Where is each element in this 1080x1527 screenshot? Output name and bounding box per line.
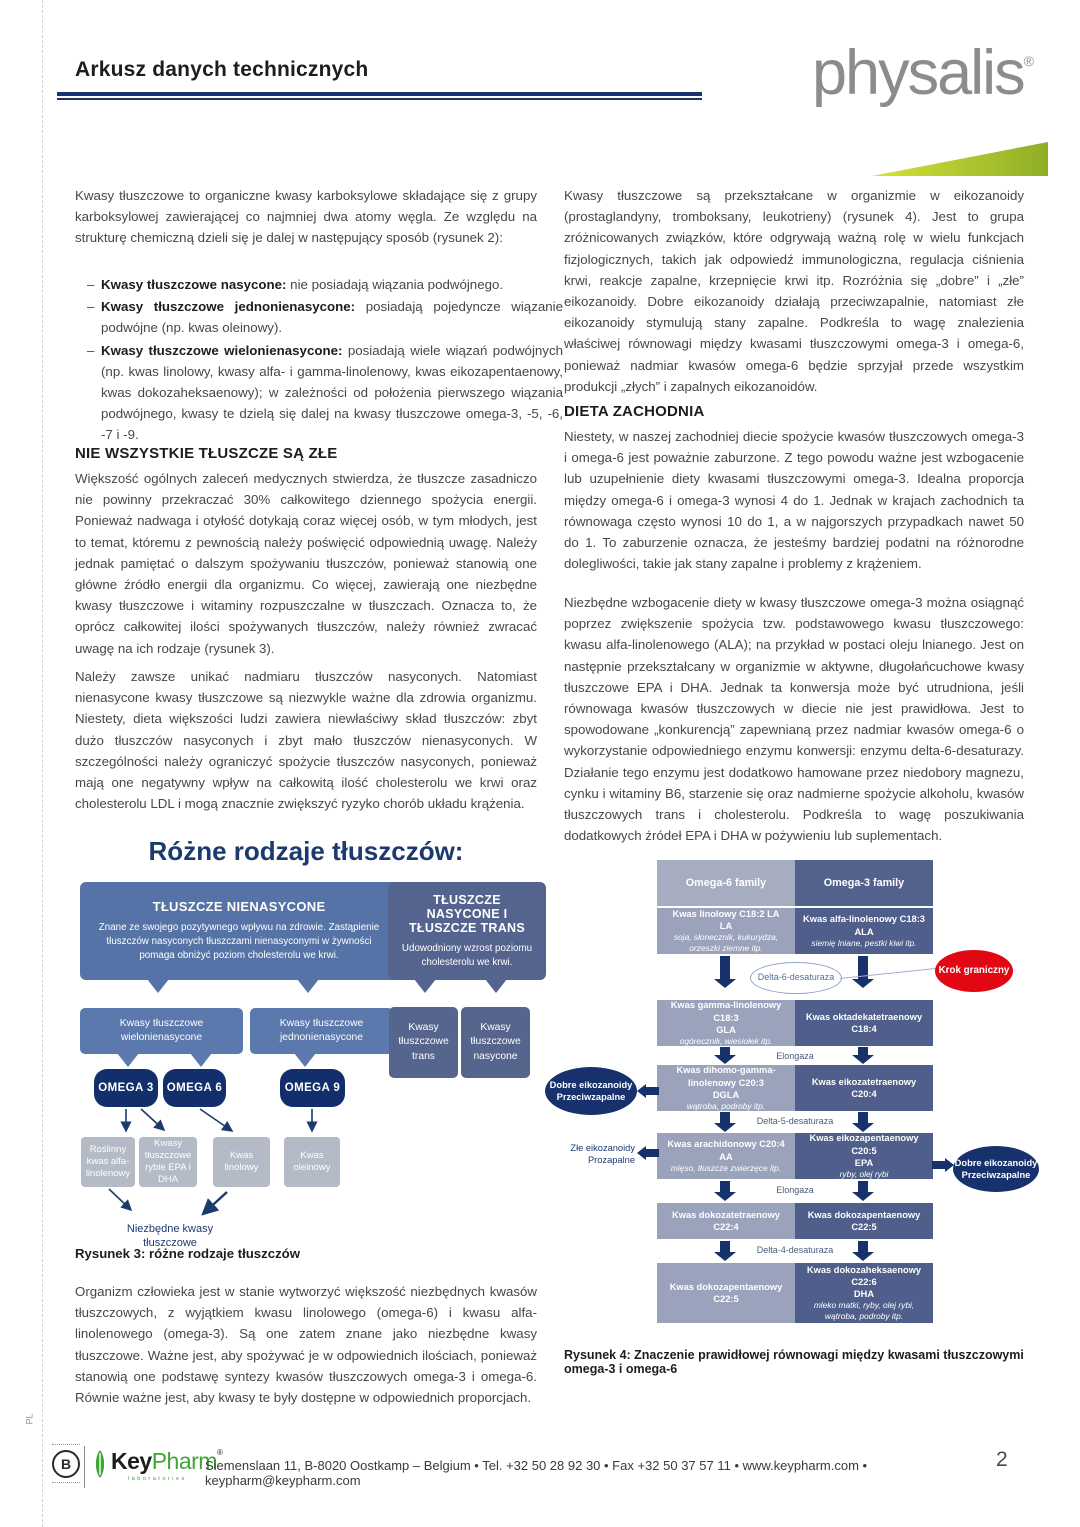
page-number: 2 — [996, 1448, 1008, 1471]
omega6-pill: OMEGA 6 — [163, 1069, 226, 1107]
fatty-acid-row — [657, 1065, 933, 1111]
elongase-label: Elongaza — [776, 1051, 814, 1061]
keypharm-laboratories-text: laboratories — [128, 1476, 187, 1482]
fatty-acid-cell — [795, 1263, 933, 1323]
bubble-tail-icon — [414, 979, 436, 993]
acid-sources: siemię lniane, pestki kiwi itp. — [811, 937, 917, 948]
figure3-arrows — [75, 1100, 375, 1235]
figure3-diagram — [75, 875, 537, 1265]
acid-abbr: ALA — [854, 926, 874, 937]
acid-sources: ryby, olej rybi — [839, 1168, 889, 1179]
fatty-acid-cell — [657, 1203, 795, 1239]
fatty-acid-cell — [795, 1203, 933, 1239]
bubble-tail-icon — [147, 979, 169, 993]
essential-fatty-acids-label: Niezbędne kwasy tłuszczowe — [126, 1223, 214, 1250]
acid-name: Kwas dokozaheksaenowy C22:6 — [806, 1264, 922, 1288]
acid-abbr: AA — [719, 1151, 733, 1162]
registered-icon: ® — [216, 1448, 223, 1457]
footer-divider — [84, 1446, 85, 1488]
acid-name: Kwas eikozatetraenowy C20:4 — [811, 1076, 917, 1099]
acid-sources: ogórecznik, wiesiołek itp. — [679, 1035, 773, 1046]
acid-abbr: DGLA — [712, 1089, 740, 1100]
down-arrow-icon — [852, 956, 874, 988]
label-line: Złe eikozanoidy — [570, 1143, 635, 1153]
fatty-acid-row — [657, 1000, 933, 1046]
list-item-lead: Kwasy tłuszczowe nasycone: — [101, 277, 287, 292]
box-body: Udowodniony wzrost poziomu cholesterolu we krwi. — [401, 942, 533, 968]
fatty-acid-cell — [795, 1000, 933, 1046]
bad-eicosanoids-label — [551, 1142, 635, 1166]
logo-triangle-icon — [872, 138, 1050, 178]
label-line: Prozapalne — [587, 1155, 635, 1166]
acid-abbr: DHA — [853, 1289, 875, 1300]
bcorp-bottom-mark — [52, 1482, 80, 1486]
section-heading-not-all-fats: NIE WSZYSTKIE TŁUSZCZE SĄ ZŁE — [75, 445, 338, 462]
saturated-fats-box — [461, 1007, 530, 1078]
fatty-acid-list — [75, 274, 563, 447]
paragraph: Większość ogólnych zaleceń medycznych stwierdza, że tłuszcze zasadniczo nie powinny przekraczać 30% całkowitego dziennego spożycia energii. Ponieważ nadwaga i otyłość dotykają coraz więcej osób, w tym młodych, jest to temat, któremu z pewnością należy poświęcić odpowiednią uwagę. Należy jednak pamiętać o dalszym spożywaniu tłuszczów, ponieważ stanowią one główne źródło energii dla organizmu. Co więcej, zawierają one niezbędne kwasy tłuszczowe i witaminy rozpuszczalne w tłuszczach. Oznacza to, że oprócz całkowitej ilości spożywanych tłuszczów, należy również zwracać uwagę na ich rodzaje (rysunek 3). — [75, 471, 537, 656]
acid-sources: mięso, tłuszcze zwierzęce itp. — [670, 1162, 782, 1173]
acid-sources: mleko matki, ryby, olej rybi, wątroba, podroby itp. — [813, 1300, 915, 1322]
limiting-step-ellipse: Krok graniczny — [935, 950, 1013, 992]
paragraph: Należy zawsze unikać nadmiaru tłuszczów nasyconych. Natomiast nienasycone kwasy tłuszczowe są niezwykle ważne dla zdrowia organizmu. Niestety, dieta większości ludzi zawiera niewłaściwy skład tłuszczów: zbyt dużo tłuszczów nasyconych i zbyt mało tłuszczów nienasyconych. W szczególności należy ograniczyć spożycie tłuszczów nasyconych, ponieważ mają one negatywny wpływ na całkowitą ilość cholesterolu we krwi oraz cholesterolu LDL i mogą znacznie zwiększyć ryzyko chorób układu krążenia. — [75, 669, 537, 812]
acid-name: Kwas dihomo-gamma-linolenowy C20:3 — [676, 1065, 776, 1088]
ellipse-line: Przeciwzapalne — [556, 1092, 626, 1102]
fatty-acid-cell — [657, 1065, 795, 1111]
header-rule-thick — [57, 92, 702, 96]
fish-epa-dha-box: Kwasy tłuszczowe rybie EPA i DHA — [139, 1137, 197, 1187]
fatty-acid-row — [657, 1133, 933, 1179]
polyunsaturated-box — [80, 1008, 243, 1054]
acid-name: Kwas dokozatetraenowy C22:4 — [672, 1209, 780, 1232]
delta4-desaturase-label: Delta-4-desaturaza — [756, 1245, 834, 1255]
ellipse-line: Dobre eikozanoidy — [549, 1079, 633, 1090]
down-arrow-icon — [714, 956, 736, 988]
family-header-row — [657, 860, 933, 906]
page-title: Arkusz danych technicznych — [75, 58, 369, 81]
acid-name: Kwas alfa-linolenowy C18:3 — [803, 914, 925, 925]
section-heading-western-diet: DIETA ZACHODNIA — [564, 403, 705, 420]
paragraph: Niezbędne wzbogacenie diety w kwasy tłuszczowe omega-3 można osiągnąć poprzez zwiększenie spożycia tzw. podstawowego kwasu tłuszczowego: kwasu alfa-linolenowego (ALA); na przykład w postaci oleju lnianego. Jest on następnie przekształcany w organizmie w aktywne, długołańcuchowe kwasy tłuszczowe EPA i DHA. Jednak ta konwersja może być utrudniona, jeśli równowaga kwasów tłuszczowych w diecie nie jest prawidłowa. Jest to spowodowane „konkurencją” zapewnianą przez nadmiar kwasów omega-6 o wykorzystanie odpowiedniego enzymu konwersji: enzymu delta-6-desaturazy. Działanie tego enzymu jest dodatkowo hamowane przez niedobory magnezu, cynku i witaminy B6, starzenie się oraz nadmierne spożycie alkoholu, kwasów tłuszczowych trans i cholesterolu. Podkreśla to wagę poszukiwania dodatkowych źródeł EPA i DHA w pożywieniu lub suplementach. — [564, 595, 1024, 844]
right-arrow-icon — [932, 1158, 954, 1172]
keypharm-logo — [92, 1448, 223, 1479]
fatty-acid-cell — [795, 1133, 933, 1179]
keypharm-pharm-text: Pharm — [151, 1448, 217, 1474]
box-body: Znane ze swojego pozytywnego wpływu na zdrowie. Zastąpienie tłuszczów nasyconych tłuszczami nienasyconymi w żywności pomaga obniżyć poziom cholesterolu we krwi. — [98, 922, 380, 961]
fatty-acid-cell — [657, 1133, 795, 1179]
good-eicosanoids-ellipse — [953, 1146, 1039, 1192]
ellipse-line: Dobre eikozanoidy — [954, 1157, 1038, 1168]
bcorp-top-mark — [52, 1444, 80, 1448]
paragraph: Niestety, w naszej zachodniej diecie spożycie kwasów tłuszczowych omega-3 i omega-6 jest poważnie zaburzone. Z tego powodu ważne jest wzbogacenie lub uzupełnienie diety kwasami tłuszczowymi omega-3. Idealna proporcja między omega-6 i omega-3 wynosi 4 do 1. Jednak w krajach zachodnich ta równowaga często wynosi 10 do 1, a w najgorszych przypadkach nawet 50 do 1. To zaburzenie oznacza, że jesteśmy bardziej podatni na różnorodne dolegliwości, takie jak stany zapalne i problemy z krążeniem. — [564, 429, 1024, 572]
paragraph: Organizm człowieka jest w stanie wytworzyć większość niezbędnych kwasów tłuszczowych, z wyjątkiem kwasu linolowego (omega-6) i kwasu alfa-linolenowego (omega-3). Są one zatem znane jako niezbędne kwasy tłuszczowe. Ważne jest, aby spożywać je w odpowiednich ilościach, ponieważ stanowią one podstawę syntezy kwasów tłuszczowych omega-3 i omega-6. Równie ważne jest, aby kwasy te były dostępne w odpowiednich proporcjach. — [75, 1284, 537, 1406]
elongase-label: Elongaza — [776, 1185, 814, 1195]
fatty-acid-row — [657, 1263, 933, 1323]
acid-abbr: GLA — [716, 1024, 736, 1035]
keypharm-key-text: Key — [111, 1448, 152, 1474]
crop-mark-line — [42, 0, 43, 1527]
list-item-text: nie posiadają wiązania podwójnego. — [286, 277, 504, 292]
omega9-pill: OMEGA 9 — [280, 1069, 345, 1107]
box-title: TŁUSZCZE NIENASYCONE — [152, 899, 326, 915]
figure4-caption: Rysunek 4: Znaczenie prawidłowej równowagi między kwasami tłuszczowymi omega-3 i omega-6 — [564, 1348, 1024, 1376]
box-title: TŁUSZCZE NASYCONE I TŁUSZCZE TRANS — [409, 892, 525, 935]
header-rule-thin — [57, 98, 702, 100]
saturated-trans-fats-box — [388, 882, 546, 980]
omega3-family-header: Omega-3 family — [795, 860, 933, 906]
acid-name: Kwas eikozapentaenowy C20:5 — [809, 1133, 919, 1156]
oleic-acid-box: Kwas oleinowy — [284, 1137, 340, 1187]
acid-name: Kwas dokozapentaenowy C22:5 — [807, 1209, 921, 1232]
box-title: Kwasy tłuszczowe wielonienasycone — [119, 1017, 204, 1043]
paragraph-eicosanoids: Kwasy tłuszczowe są przekształcane w organizmie w eikozanoidy (prostaglandyny, tromboksany, leukotrieny) (rysunek 4). Jest to grupa zróżnicowanych związków, które odgrywają ważną rolę w wielu funkcjach fizjologicznych, takich jak odpowiedź immunologiczna, regulacja ciśnienia krwi, reakcje zapalne, krzepnięcie krwi itp. Rozróżnia się „dobre” i „złe” eikozanoidy. Dobre eikozanoidy działają przeciwzapalnie, natomiast złe eikozanoidy stymulują stany zapalne. Podkreśla to wagę znalezienia właściwej równowagi między kwasami tłuszczowymi omega-3 i omega-6, ponieważ nadmiar kwasów omega-6 będzie sprzyjał przede wszystkim produkcji „złych” i zapalnych eikozanoidów. — [564, 188, 1024, 394]
unsaturated-fats-box — [80, 882, 398, 980]
bubble-tail-icon — [485, 979, 507, 993]
registered-icon: ® — [1023, 53, 1034, 69]
trans-fats-box — [389, 1007, 458, 1078]
figure3-caption: Rysunek 3: różne rodzaje tłuszczów — [75, 1246, 300, 1261]
box-title: Kwasy tłuszczowe trans — [398, 1021, 449, 1062]
bubble-tail-icon — [190, 1053, 212, 1067]
fatty-acid-cell — [795, 1065, 933, 1111]
bcorp-icon: B — [52, 1450, 80, 1478]
acid-sources: soja, słonecznik, kukurydza, orzeszki ziemne itp. — [673, 932, 779, 954]
footer-address: Siemenslaan 11, B-8020 Oostkamp – Belgium • Tel. +32 50 28 92 30 • Fax +32 50 37 57 11 • www.keypharm.com • keypharm@keypharm.com — [205, 1458, 868, 1488]
language-marker: PL — [24, 1413, 35, 1425]
delta6-desaturase-ellipse: Delta-6-desaturaza — [750, 962, 842, 994]
acid-name: Kwas arachidonowy C20:4 — [667, 1139, 785, 1150]
leaf-icon — [92, 1449, 108, 1479]
acid-name: Kwas dokozapentaenowy C22:5 — [669, 1281, 783, 1304]
figure4-diagram — [545, 858, 1045, 1336]
ellipse-line: Przeciwzapalne — [961, 1170, 1031, 1180]
list-item-lead: Kwasy tłuszczowe jednonienasycone: — [101, 299, 356, 315]
fatty-acid-cell — [657, 1000, 795, 1046]
paragraph-intro: Kwasy tłuszczowe to organiczne kwasy karboksylowe składające się z grupy karboksylowej zawierającej co najmniej dwa atomy węgla. Ze względu na strukturę chemiczną dzieli się je dalej w następujący sposób (rysunek 2): — [75, 188, 537, 246]
acid-name: Kwas gamma-linolenowy C18:3 — [670, 1000, 782, 1023]
monounsaturated-box — [250, 1008, 393, 1054]
figure3-title: Różne rodzaje tłuszczów: — [148, 836, 464, 866]
left-arrow-icon — [637, 1084, 659, 1098]
physalis-logo — [812, 38, 1052, 177]
omega3-pill: OMEGA 3 — [94, 1069, 158, 1107]
bubble-tail-icon — [294, 1053, 316, 1067]
acid-sources: wątroba, podroby itp. — [686, 1100, 766, 1111]
box-title: Kwasy tłuszczowe jednonienasycone — [279, 1017, 364, 1043]
omega6-family-header: Omega-6 family — [657, 860, 795, 906]
list-item-lead: Kwasy tłuszczowe wielonienasycone: — [101, 342, 343, 358]
physalis-logo-text: physalis — [812, 38, 1024, 108]
acid-name: Kwas oktadekatetraenowy C18:4 — [805, 1011, 923, 1034]
box-title: Kwasy tłuszczowe nasycone — [470, 1021, 521, 1062]
fatty-acid-cell — [657, 908, 795, 954]
bubble-tail-icon — [117, 1053, 139, 1067]
list-item — [101, 296, 563, 338]
fatty-acid-cell — [795, 908, 933, 954]
plant-ala-box: Roślinny kwas alfa-linolenowy — [81, 1137, 135, 1187]
list-item — [101, 274, 563, 295]
good-eicosanoids-ellipse — [545, 1067, 637, 1115]
fatty-acid-cell — [657, 1263, 795, 1323]
list-item-text: posiadają pojedyncze wiązanie podwójne (np. kwas oleinowy). — [101, 299, 563, 336]
acid-abbr: LA — [719, 921, 733, 932]
fatty-acid-row — [657, 908, 933, 954]
list-item-text: posiadają wiele wiązań podwójnych (np. kwas linolowy, kwasy alfa- i gamma-linolenowy, kwas eikozapentaenowy, kwas dokozaheksaenowy); w zależności od położenia pierwszego wiązania podwójnego, kwasy te dzielą się dalej na kwasy tłuszczowe omega-3, -5, -6, -7 i -9. — [101, 342, 563, 443]
linoleic-acid-box: Kwas linolowy — [213, 1137, 270, 1187]
delta5-desaturase-label: Delta-5-desaturaza — [756, 1116, 834, 1126]
left-arrow-icon — [637, 1146, 659, 1160]
bubble-tail-icon — [297, 979, 319, 993]
fatty-acid-row — [657, 1203, 933, 1239]
acid-abbr: EPA — [854, 1157, 874, 1168]
acid-name: Kwas linolowy C18:2 LA — [672, 909, 780, 919]
list-item — [101, 340, 563, 446]
